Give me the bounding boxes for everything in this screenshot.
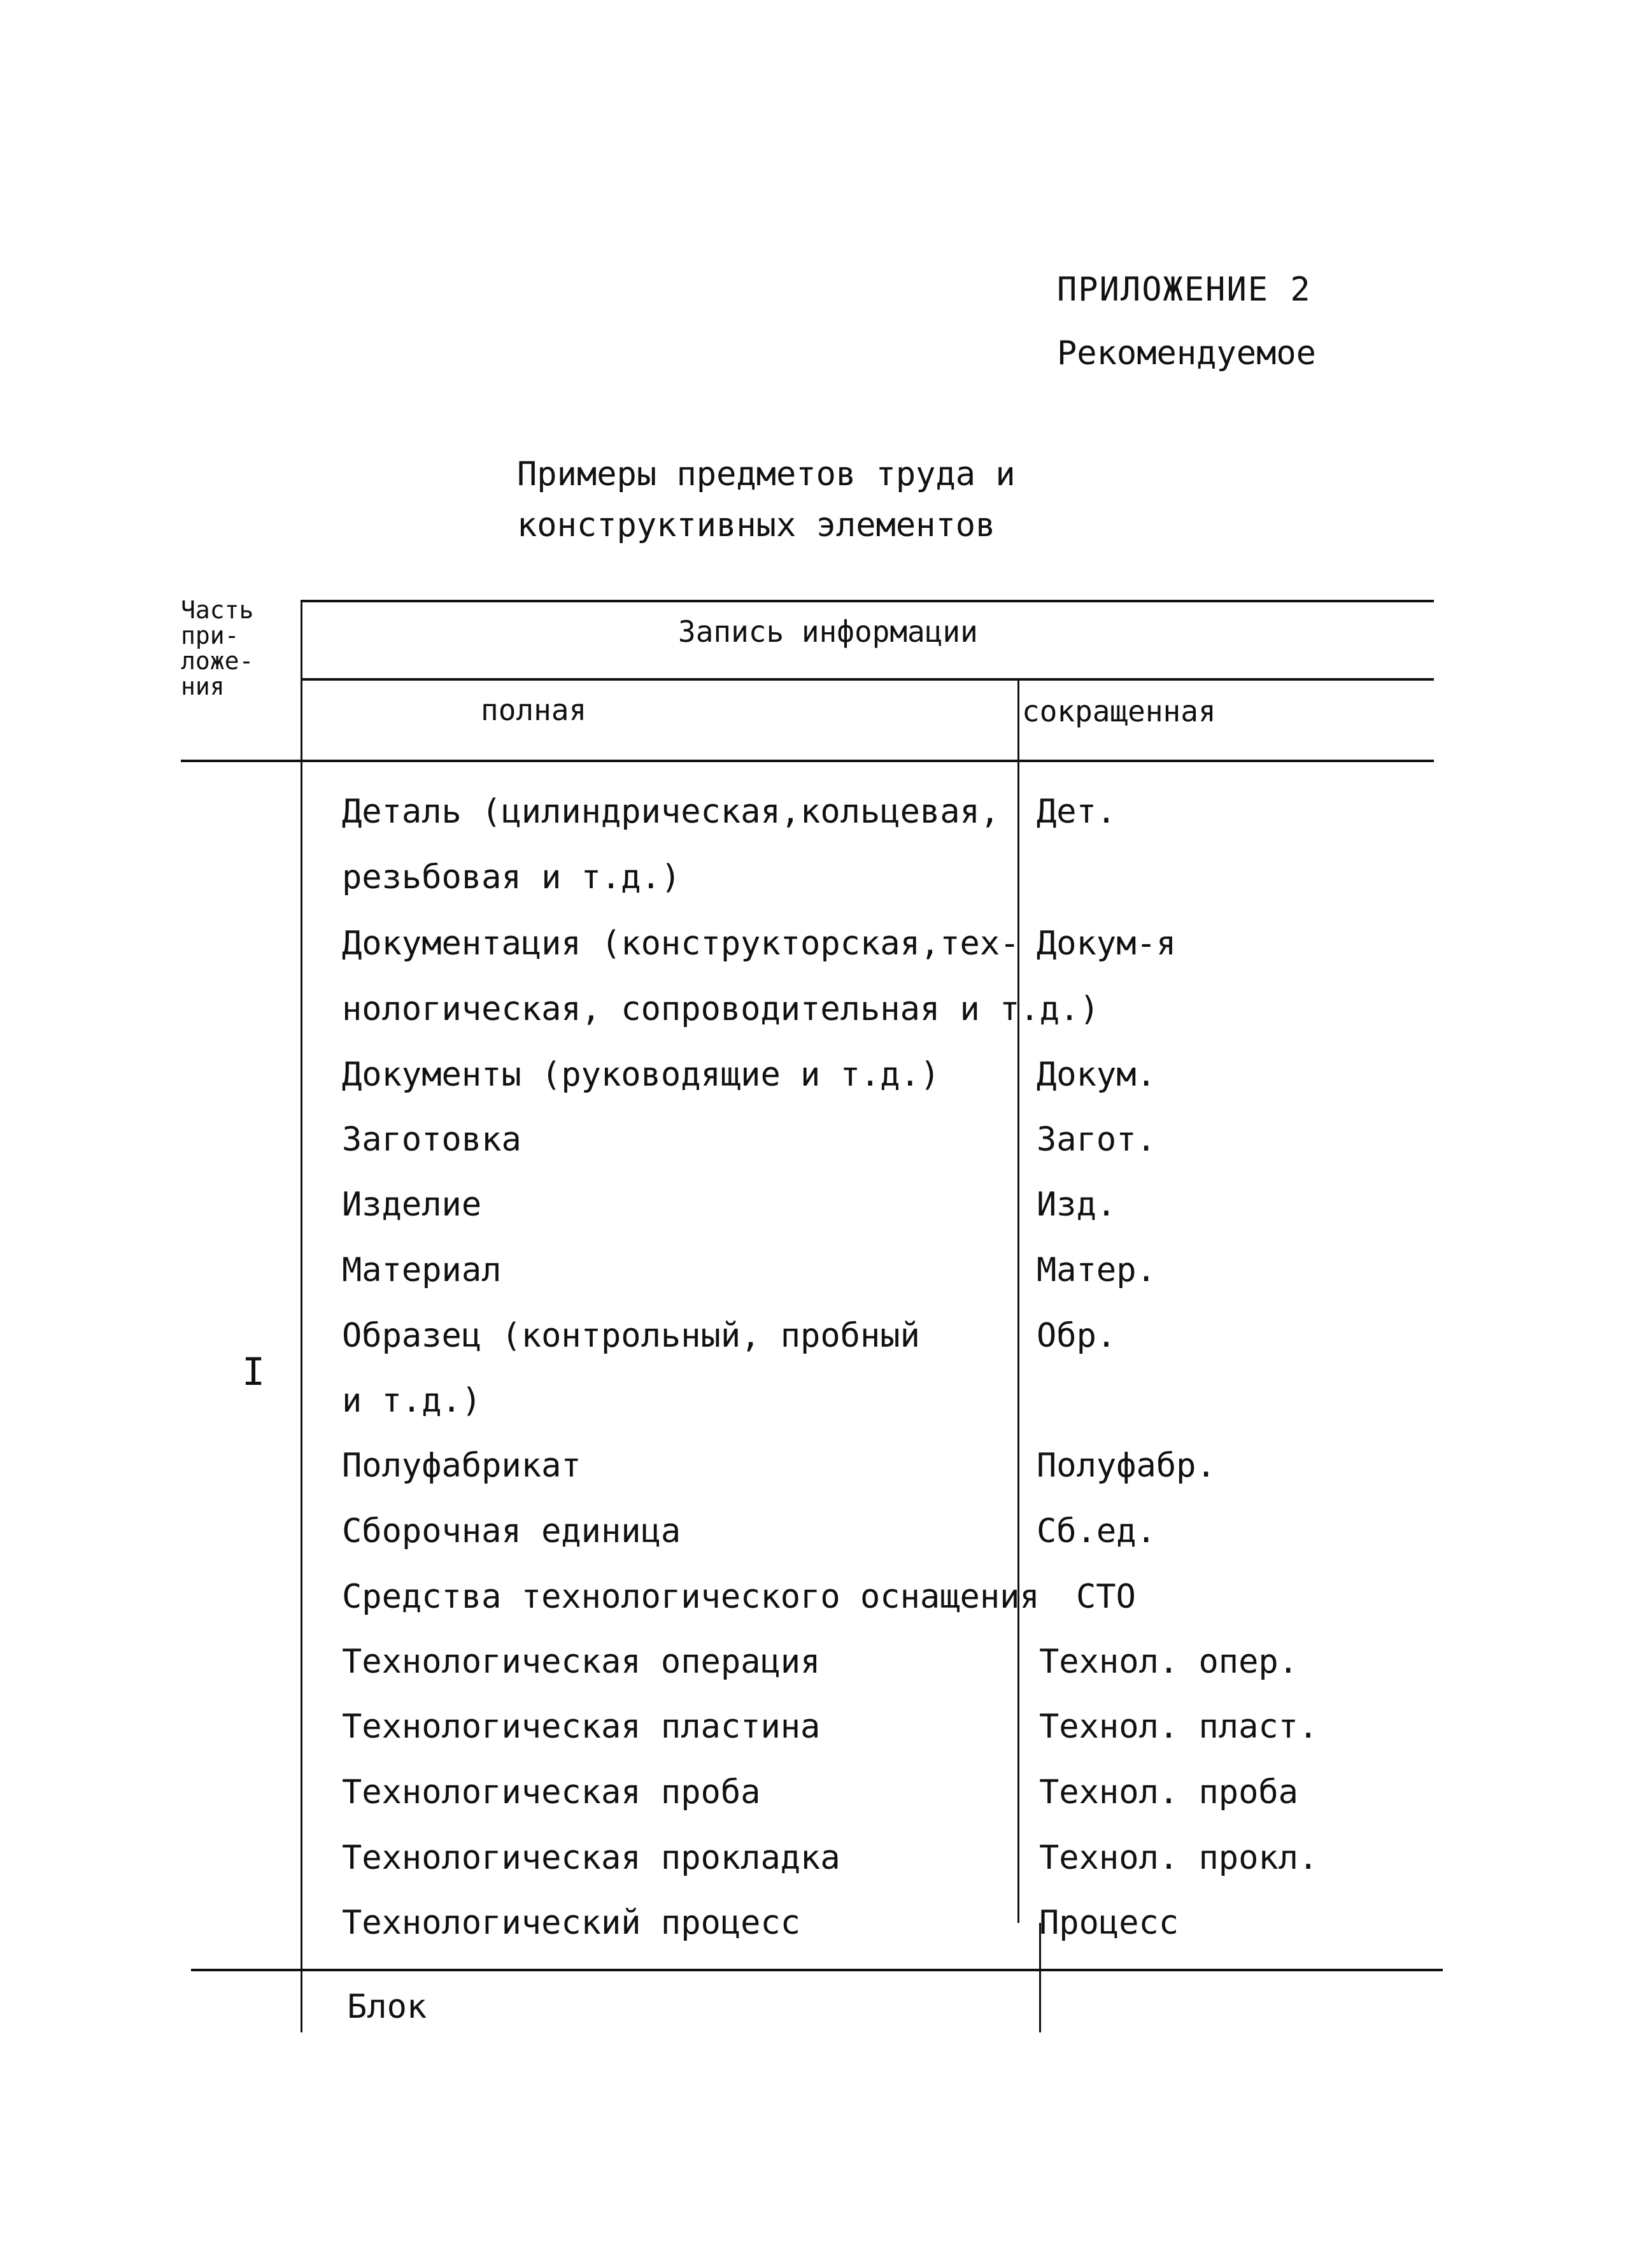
table-top-rule [301,600,1434,602]
row-short: Технол. прокл. [1039,1839,1319,1877]
row-short: Сб.ед. [1037,1512,1156,1550]
row-full: Технологическая операция [342,1643,821,1681]
full-short-divider [1017,678,1019,1923]
row-short: СТО [1076,1578,1136,1616]
row-short: Процесс [1039,1904,1179,1942]
row-full: Полуфабрикат [342,1447,581,1485]
row-short: Обр. [1037,1317,1117,1355]
row-full: Сборочная единица [342,1512,681,1550]
row-short: Технол. проба [1039,1773,1298,1811]
last-row-full: Блок [347,1988,427,2026]
row-full: Образец (контрольный, пробный [342,1317,920,1355]
row-short: Технол. опер. [1039,1643,1298,1681]
row-short: Докум. [1037,1056,1156,1094]
row-full: нологическая, сопроводительная и т.д.) [342,990,1100,1028]
table-header-bottom-rule [181,760,1434,762]
row-full: Технологический процесс [342,1904,801,1942]
part-column-header [181,597,289,699]
part-header-line: ния [181,672,225,700]
table-header-mid-rule [301,678,1434,681]
row-full: Средства технологического оснащения [342,1578,1040,1616]
row-full: Заготовка [342,1121,521,1159]
row-short: Дет. [1037,793,1117,831]
row-full: резьбовая и т.д.) [342,858,681,897]
short-column-header: сокращенная [1022,694,1216,728]
appendix-status: Рекомендуемое [1057,334,1316,372]
row-full: Деталь (цилиндрическая,кольцевая, [342,793,1000,831]
part-header-line: Часть [181,596,254,624]
row-full: Технологическая прокладка [342,1839,840,1877]
row-full: Материал [342,1251,502,1289]
row-short: Загот. [1037,1121,1156,1159]
row-full: Технологическая пластина [342,1708,821,1746]
row-full: Изделие [342,1186,482,1224]
row-short: Докум-я [1037,925,1177,963]
row-full: и т.д.) [342,1382,482,1420]
info-group-header: Запись информации [678,614,978,649]
table-section-rule [191,1969,1443,1971]
full-column-header: полная [481,693,587,727]
part-header-line: ложе- [181,647,254,675]
title-line-1: Примеры предметов труда и [517,455,1016,493]
row-short: Изд. [1037,1186,1117,1224]
part-number: I [242,1350,266,1394]
title-line-2: конструктивных элементов [517,506,996,544]
appendix-title: ПРИЛОЖЕНИЕ 2 [1057,271,1312,309]
row-short: Матер. [1037,1251,1156,1289]
row-short: Полуфабр. [1037,1447,1216,1485]
row-full: Технологическая проба [342,1773,761,1811]
row-full: Документация (конструкторская,тех- [342,925,1020,963]
document-title [517,449,1016,551]
row-full: Документы (руководящие и т.д.) [342,1056,940,1094]
row-short: Технол. пласт. [1039,1708,1319,1746]
part-column-divider [301,600,302,2032]
part-header-line: при- [181,621,239,649]
